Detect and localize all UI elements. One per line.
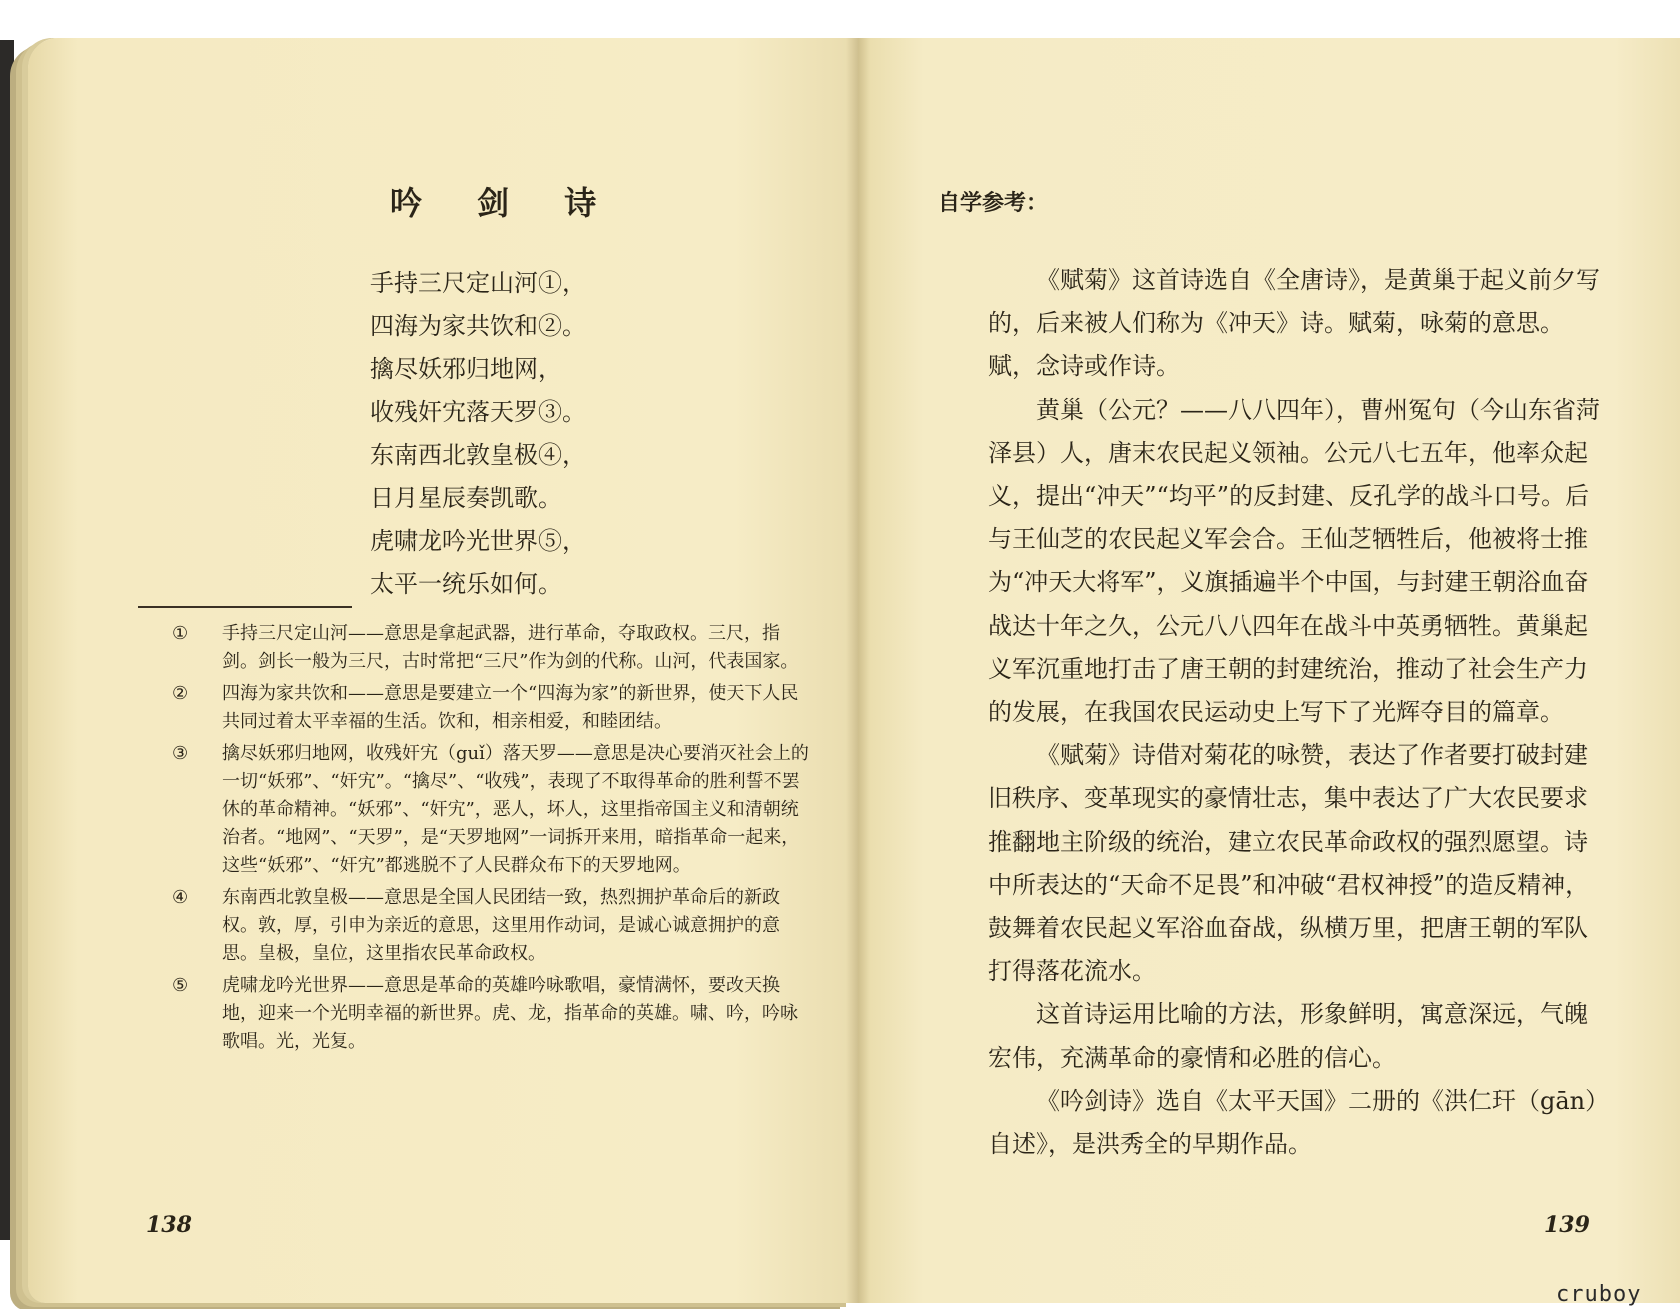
footnote-text: 虎啸龙吟光世界——意思是革命的英雄吟咏歌唱，豪情满怀，要改天换地，迎来一个光明幸福的新世界。虎、龙，指革命的英雄。啸、吟，吟咏歌唱。光，光复。 bbox=[222, 975, 798, 1052]
footnotes bbox=[170, 620, 810, 1060]
poem-body bbox=[370, 262, 586, 606]
footnote-text: 手持三尺定山河——意思是拿起武器，进行革命，夺取政权。三尺，指剑。剑长一般为三尺，古时常把“三尺”作为剑的代称。山河，代表国家。 bbox=[222, 623, 799, 672]
footnote-number: ① bbox=[172, 623, 189, 644]
poem-line: 虎啸龙吟光世界⑤， bbox=[370, 527, 586, 555]
footnote-text: 东南西北敦皇极——意思是全国人民团结一致，热烈拥护革命后的新政权。敦，厚，引申为亲近的意思，这里用作动词，是诚心诚意拥护的意思。皇极，皇位，这里指农民革命政权。 bbox=[222, 887, 780, 964]
book-edge bbox=[0, 40, 14, 1240]
page-number-right: 139 bbox=[1544, 1212, 1590, 1238]
paragraph: 黄巢（公元？——八八四年），曹州冤句（今山东省菏泽县）人，唐末农民起义领袖。公元八七五年，他率众起义，提出“冲天”“均平”的反封建、反孔学的战斗口号。后与王仙芝的农民起义军会合。王仙芝牺牲后，他被将士推为“冲天大将军”，义旗插遍半个中国，与封建王朝浴血奋战达十年之久，公元八八四年在战斗中英勇牺牲。黄巢起义军沉重地打击了唐王朝的封建统治，推动了社会生产力的发展，在我国农民运动史上写下了光辉夺目的篇章。 bbox=[988, 395, 1600, 727]
footnote bbox=[170, 680, 810, 736]
poem-line: 太平一统乐如何。 bbox=[370, 570, 562, 598]
footnote-number: ③ bbox=[172, 743, 189, 764]
self-study-text bbox=[988, 259, 1610, 1166]
poem-line: 手持三尺定山河①， bbox=[370, 269, 586, 297]
left-page bbox=[28, 38, 858, 1303]
poem-line: 擒尽妖邪归地网， bbox=[370, 355, 562, 383]
footnote bbox=[170, 740, 810, 880]
paragraph: 《赋菊》这首诗选自《全唐诗》，是黄巢于起义前夕写的，后来被人们称为《冲天》诗。赋菊，咏菊的意思。赋，念诗或作诗。 bbox=[988, 266, 1600, 381]
footnote bbox=[170, 884, 810, 968]
poem-line: 东南西北敦皇极④， bbox=[370, 441, 586, 469]
paragraph: 这首诗运用比喻的方法，形象鲜明，寓意深远，气魄宏伟，充满革命的豪情和必胜的信心。 bbox=[988, 1000, 1588, 1072]
self-study-heading: 自学参考： bbox=[938, 190, 1049, 216]
right-page bbox=[858, 38, 1680, 1303]
poem-line: 收残奸宄落天罗③。 bbox=[370, 398, 586, 426]
footnote-number: ④ bbox=[172, 887, 189, 908]
page-number-left: 138 bbox=[146, 1212, 192, 1238]
footnote-number: ⑤ bbox=[172, 975, 189, 996]
poem-line: 四海为家共饮和②。 bbox=[370, 312, 586, 340]
footnote bbox=[170, 972, 810, 1056]
paragraph: 《吟剑诗》选自《太平天国》二册的《洪仁玕（gān）自述》，是洪秀全的早期作品。 bbox=[988, 1086, 1610, 1159]
footnote-text: 擒尽妖邪归地网，收残奸宄（guǐ）落天罗——意思是决心要消灭社会上的一切“妖邪”、“奸宄”。“擒尽”、“收残”，表现了不取得革命的胜利誓不罢休的革命精神。“妖邪”、“奸宄”，恶人，坏人，这里指帝国主义和清朝统治者。“地网”、“天罗”，是“天罗地网”一词拆开来用，暗指革命一起来，这些“妖邪”、“奸宄”都逃脱不了人民群众布下的天罗地网。 bbox=[222, 743, 809, 876]
paragraph: 《赋菊》诗借对菊花的咏赞，表达了作者要打破封建旧秩序、变革现实的豪情壮志，集中表达了广大农民要求推翻地主阶级的统治，建立农民革命政权的强烈愿望。诗中所表达的“天命不足畏”和冲破“君权神授”的造反精神，鼓舞着农民起义军浴血奋战，纵横万里，把唐王朝的军队打得落花流水。 bbox=[988, 741, 1590, 986]
footnote-number: ② bbox=[172, 683, 189, 704]
footnote-text: 四海为家共饮和——意思是要建立一个“四海为家”的新世界，使天下人民共同过着太平幸福的生活。饮和，相亲相爱，和睦团结。 bbox=[222, 683, 799, 732]
watermark: cruboy bbox=[1556, 1282, 1642, 1307]
book-spine bbox=[846, 38, 870, 1303]
poem-line: 日月星辰奏凯歌。 bbox=[370, 484, 562, 512]
footnote bbox=[170, 620, 810, 676]
footnote-divider bbox=[138, 606, 352, 608]
poem-title: 吟 剑 诗 bbox=[390, 184, 619, 222]
